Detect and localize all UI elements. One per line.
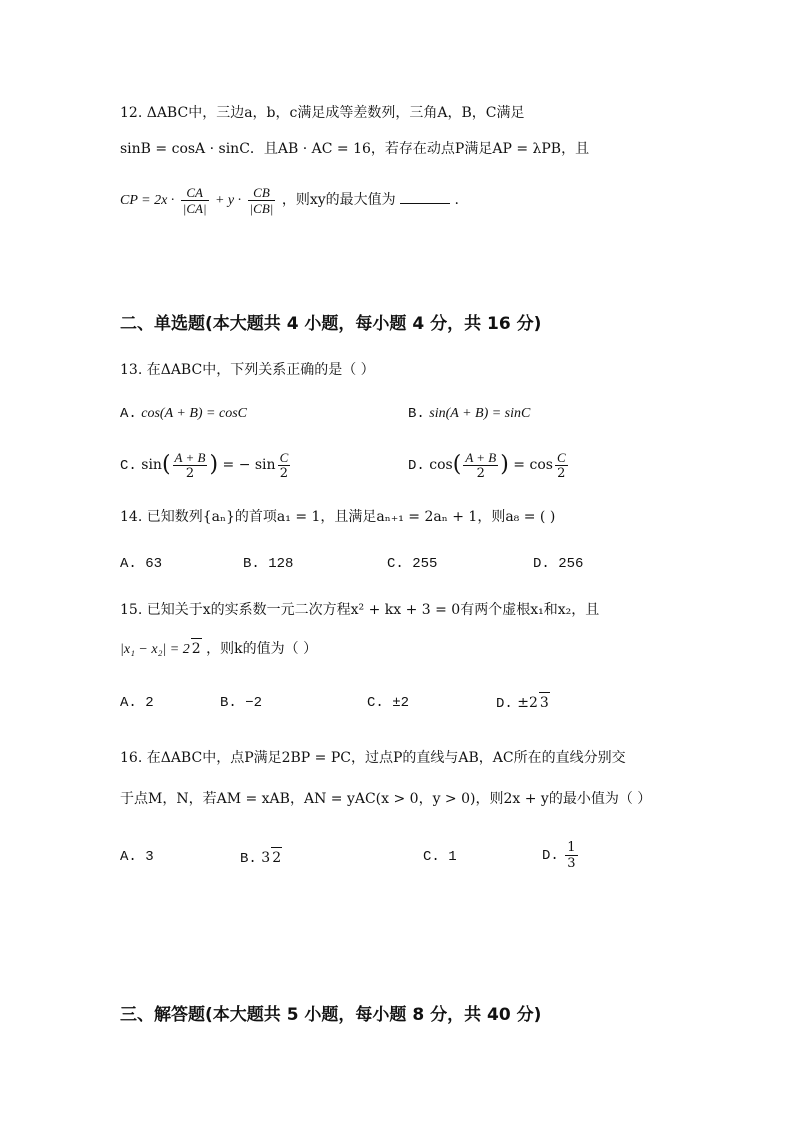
q14-option-a[interactable]: A. 63 — [120, 556, 163, 572]
q15-option-b[interactable]: B. −2 — [220, 695, 263, 711]
q13-stem: 13. 在ΔABC中，下列关系正确的是（ ） — [120, 362, 375, 378]
q14-option-b[interactable]: B. 128 — [243, 556, 294, 572]
q16-option-a[interactable]: A. 3 — [120, 849, 154, 865]
q16-line1: 16. 在ΔABC中，点P满足2BP = PC，过点P的直线与AB，AC所在的直线分别交 — [120, 750, 626, 766]
q12-line3 — [120, 180, 459, 220]
q14-option-d[interactable]: D. 256 — [533, 556, 584, 572]
q13-option-d[interactable]: D. cos( $\frac{A + B}{2}$ ) = cos $\frac{C}{2}$ — [408, 449, 566, 481]
q16-option-c[interactable]: C. 1 — [423, 849, 457, 865]
q13-option-a[interactable]: A. cos(A + B) = cosC — [120, 406, 247, 422]
q15-option-a[interactable]: A. 2 — [120, 695, 154, 711]
q12-period: . — [454, 192, 459, 208]
q12-plus-y: + y · — [214, 193, 242, 208]
q12-line2: sinB = cosA · sinC．且AB · AC = 16，若存在动点P满足AP = λPB，且 — [120, 141, 590, 157]
q15-sqrt: 2 — [191, 638, 202, 659]
section-2-title: 二、单选题(本大题共 4 小题，每小题 4 分，共 16 分) — [120, 314, 542, 334]
q16-line2: 于点M，N，若AM = xAB，AN = yAC(x > 0，y > 0)，则2x + y的最小值为（ ） — [120, 791, 652, 807]
q12-cp-expr: CP = 2x · — [120, 193, 175, 208]
q15-option-d[interactable]: D. ±2 3 — [496, 692, 550, 714]
q16-option-d[interactable]: D. $\frac{1}{3}$ — [542, 839, 576, 871]
q12-frac-cb: $\frac{CB}{|CB|}$ — [249, 184, 274, 216]
q12-answer-blank[interactable] — [400, 189, 450, 204]
q16-option-b[interactable]: B. 3 2 — [240, 847, 282, 869]
q14-option-c[interactable]: C. 255 — [387, 556, 438, 572]
q15-option-c[interactable]: C. ±2 — [367, 695, 410, 711]
q12-tail: ，则xy的最大值为 — [281, 192, 396, 208]
q13-option-b[interactable]: B. sin(A + B) = sinC — [408, 406, 531, 422]
q12-frac-ca: $\frac{CA}{|CA|}$ — [182, 184, 207, 216]
q15-line2: |x₁ − x₂| = 2 2 ，则k的值为（ ） — [120, 638, 317, 660]
section-3-title: 三、解答题(本大题共 5 小题，每小题 8 分，共 40 分) — [120, 1005, 542, 1025]
q15-line1: 15. 已知关于x的实系数一元二次方程x² + kx + 3 = 0有两个虚根x₁和x₂，且 — [120, 602, 600, 618]
q13-option-c[interactable]: C. sin( $\frac{A + B}{2}$ ) = − sin $\frac{C}{2}$ — [120, 449, 289, 481]
q14-stem: 14. 已知数列{aₙ}的首项a₁ = 1，且满足aₙ₊₁ = 2aₙ + 1，则a₈ = ( ) — [120, 509, 556, 525]
q12-line1: 12. ΔABC中，三边a，b，c满足成等差数列，三角A，B，C满足 — [120, 105, 525, 121]
